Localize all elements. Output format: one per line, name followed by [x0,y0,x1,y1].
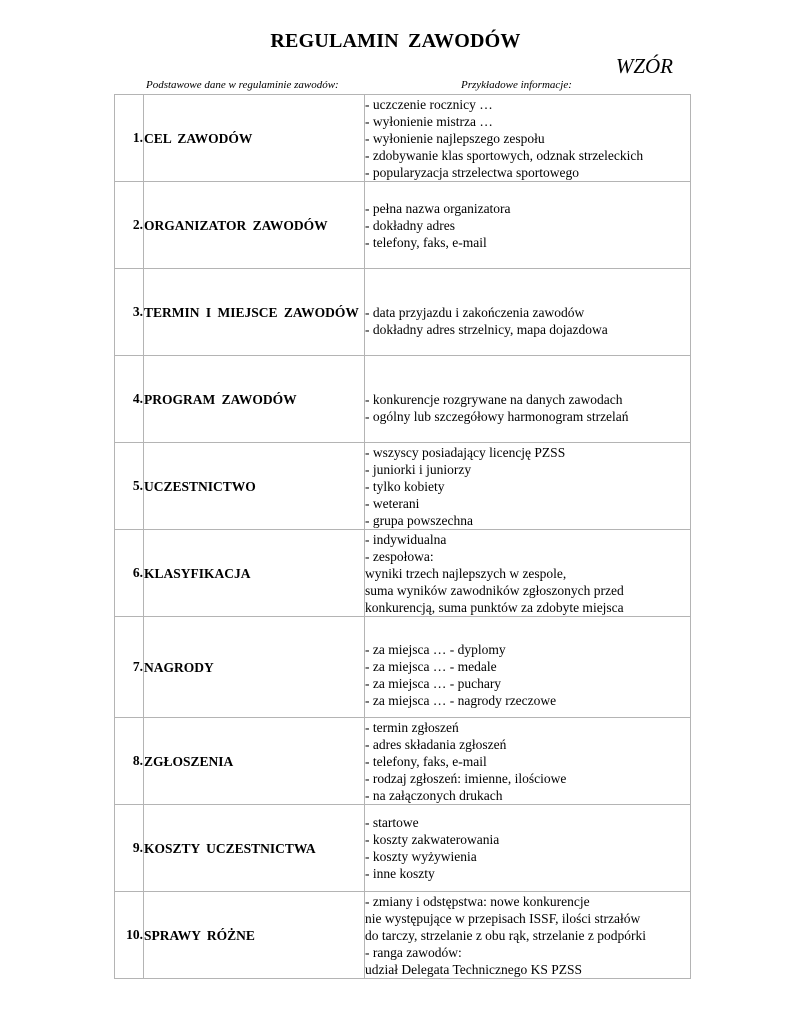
example-info-line: - za miejsca … - puchary [365,675,502,691]
row-number: 8. [115,718,144,805]
row-number: 2. [115,182,144,269]
table-row [115,95,691,182]
example-info-line: konkurencją, suma punktów za zdobyte miejsca [365,599,624,615]
example-info-line: - za miejsca … - dyplomy [365,641,506,657]
table-row [115,805,691,892]
example-info-line: do tarczy, strzelanie z obu rąk, strzelanie z podpórki [365,927,647,943]
section-name: ORGANIZATOR ZAWODÓW [144,182,365,269]
section-name: UCZESTNICTWO [144,443,365,530]
example-info-line: - weterani [365,495,420,511]
row-number: 6. [115,530,144,617]
example-info-cell [365,892,691,979]
example-info-line: - termin zgłoszeń [365,719,459,735]
table-row [115,356,691,443]
example-info-cell [365,805,691,892]
example-info-line: - juniorki i juniorzy [365,461,472,477]
table-row [115,617,691,718]
example-info-line: - dokładny adres [365,217,455,233]
example-info-cell [365,356,691,443]
example-info-line: - indywidualna [365,531,447,547]
template-stamp: WZÓR [615,54,673,78]
example-info-cell [365,530,691,617]
example-info-line: - data przyjazdu i zakończenia zawodów [365,304,585,320]
example-info-line: - pełna nazwa organizatora [365,200,511,216]
regulations-table [114,94,691,979]
example-info-line: - koszty wyżywienia [365,849,477,864]
table-row [115,443,691,530]
example-info-line: - ranga zawodów: [365,944,462,960]
table-row [115,892,691,979]
row-number: 7. [115,617,144,718]
example-info-line: udział Delegata Technicznego KS PZSS [365,961,583,977]
column-header-basic-data: Podstawowe dane w regulaminie zawodów: [146,79,339,91]
table-row [115,530,691,617]
example-info-cell [365,443,691,530]
example-info-line: - zespołowa: [365,548,434,564]
section-name: SPRAWY RÓŻNE [144,892,365,979]
example-info-line: - dokładny adres strzelnicy, mapa dojazdowa [365,321,608,337]
example-info-line: - na załączonych drukach [365,787,503,803]
example-info-cell [365,718,691,805]
example-info-line: - wszyscy posiadający licencję PZSS [365,444,566,460]
example-info-cell [365,269,691,356]
example-info-cell [365,617,691,718]
example-info-line: - adres składania zgłoszeń [365,736,507,752]
example-info-line: - zmiany i odstępstwa: nowe konkurencje [365,893,590,909]
example-info-line: - grupa powszechna [365,512,473,528]
example-info-line: - ogólny lub szczegółowy harmonogram strzelań [365,408,629,424]
example-info-line: - popularyzacja strzelectwa sportowego [365,164,580,180]
row-number: 9. [115,805,144,892]
example-info-line: - wyłonienie mistrza … [365,113,493,129]
example-info-line: - inne koszty [365,866,435,881]
section-name: KOSZTY UCZESTNICTWA [144,805,365,892]
example-info-line: - konkurencje rozgrywane na danych zawodach [365,391,623,407]
example-info-line: - telefony, faks, e-mail [365,234,487,250]
section-name: CEL ZAWODÓW [144,95,365,182]
example-info-line: - za miejsca … - nagrody rzeczowe [365,692,557,708]
example-info-line: wyniki trzech najlepszych w zespole, [365,565,567,581]
row-number: 3. [115,269,144,356]
column-header-examples: Przykładowe informacje: [461,79,572,91]
section-name: ZGŁOSZENIA [144,718,365,805]
row-number: 5. [115,443,144,530]
example-info-line: suma wyników zawodników zgłoszonych przed [365,582,624,598]
example-info-line: - telefony, faks, e-mail [365,753,487,769]
row-number: 4. [115,356,144,443]
example-info-line: - wyłonienie najlepszego zespołu [365,130,545,146]
section-name: KLASYFIKACJA [144,530,365,617]
example-info-line: - koszty zakwaterowania [365,832,500,847]
example-info-line: - tylko kobiety [365,478,445,494]
row-number: 10. [115,892,144,979]
table-row [115,182,691,269]
section-name: NAGRODY [144,617,365,718]
row-number: 1. [115,95,144,182]
document-title: REGULAMIN ZAWODÓW [270,30,521,52]
section-name: TERMIN I MIEJSCE ZAWODÓW [144,269,365,356]
table-row [115,718,691,805]
example-info-line: - rodzaj zgłoszeń: imienne, ilościowe [365,770,567,786]
table-row [115,269,691,356]
example-info-line: - uczczenie rocznicy … [365,96,493,112]
example-info-cell [365,95,691,182]
example-info-line: - za miejsca … - medale [365,658,497,674]
example-info-line: - zdobywanie klas sportowych, odznak strzeleckich [365,147,644,163]
example-info-line: - startowe [365,815,419,830]
section-name: PROGRAM ZAWODÓW [144,356,365,443]
example-info-line: nie występujące w przepisach ISSF, ilości strzałów [365,910,641,926]
example-info-cell [365,182,691,269]
